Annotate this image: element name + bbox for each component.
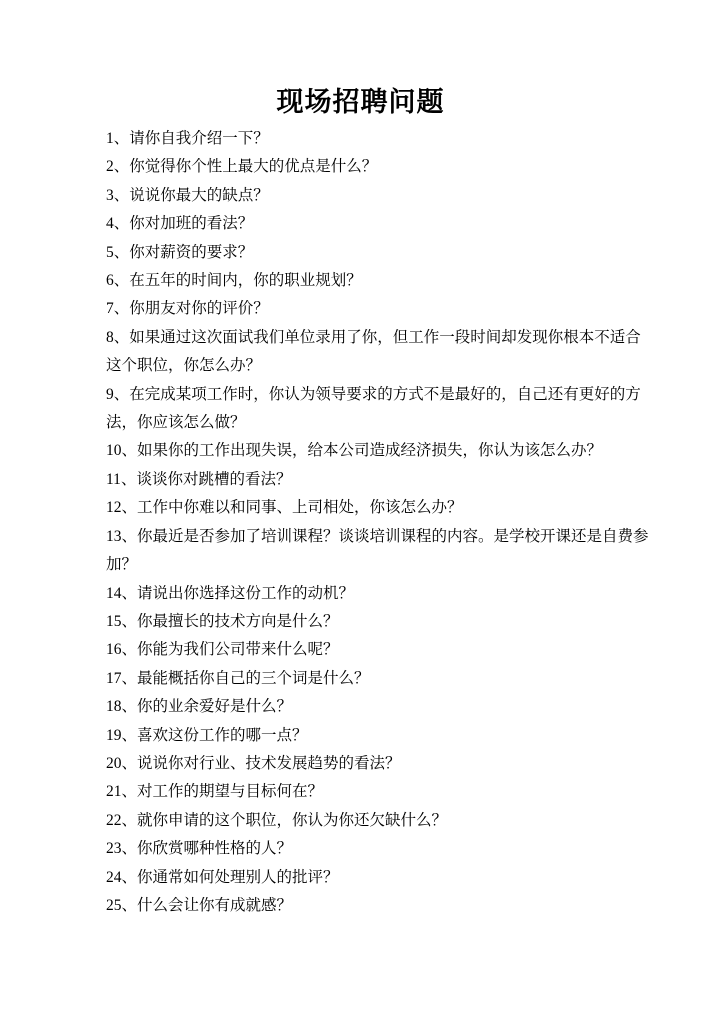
question-separator: 、: [113, 328, 130, 346]
question-separator: 、: [121, 811, 138, 829]
question-text: 说说你对行业、技术发展趋势的看法？: [137, 754, 401, 772]
question-item: [106, 693, 651, 721]
document-title: 现场招聘问题: [276, 87, 445, 117]
question-text: 你最擅长的技术方向是什么？: [137, 612, 339, 630]
question-separator: 、: [113, 272, 130, 290]
question-number: 20: [106, 754, 122, 772]
question-separator: 、: [121, 527, 138, 545]
question-item: [106, 153, 651, 181]
question-number: 11: [106, 470, 121, 488]
question-number: 22: [106, 811, 122, 829]
question-text: 如果通过这次面试我们单位录用了你，但工作一段时间却发现你根本不适合这个职位，你怎么办？: [106, 328, 641, 375]
question-text: 你朋友对你的评价？: [129, 300, 269, 318]
question-item: [106, 864, 651, 892]
question-item: [106, 807, 651, 835]
question-text: 在完成某项工作时，你认为领导要求的方式不是最好的，自己还有更好的方法，你应该怎么做？: [106, 385, 641, 432]
question-number: 8: [106, 328, 114, 346]
question-separator: 、: [121, 641, 138, 659]
question-text: 谈谈你对跳槽的看法？: [136, 470, 292, 488]
question-item: [106, 523, 651, 580]
question-number: 13: [106, 527, 122, 545]
question-number: 3: [106, 186, 114, 204]
question-separator: 、: [121, 612, 138, 630]
question-text: 你欣赏哪种性格的人？: [137, 840, 293, 858]
question-item: [106, 381, 651, 438]
question-text: 对工作的期望与目标何在？: [137, 783, 324, 801]
question-number: 25: [106, 896, 122, 914]
question-item: [106, 580, 651, 608]
question-separator: 、: [120, 470, 137, 488]
question-item: [106, 295, 651, 323]
question-number: 14: [106, 584, 122, 602]
question-text: 你觉得你个性上最大的优点是什么？: [129, 158, 378, 176]
question-separator: 、: [113, 300, 130, 318]
question-item: [106, 324, 651, 381]
question-number: 16: [106, 641, 122, 659]
question-item: [106, 437, 651, 465]
question-separator: 、: [121, 840, 138, 858]
question-item: [106, 466, 651, 494]
question-text: 喜欢这份工作的哪一点？: [137, 726, 308, 744]
question-separator: 、: [121, 896, 138, 914]
question-separator: 、: [121, 442, 138, 460]
question-number: 24: [106, 868, 122, 886]
question-number: 9: [106, 385, 114, 403]
question-separator: 、: [113, 243, 130, 261]
question-text: 你对加班的看法？: [129, 215, 254, 233]
question-separator: 、: [113, 158, 130, 176]
question-number: 23: [106, 840, 122, 858]
question-item: [106, 778, 651, 806]
question-number: 4: [106, 215, 114, 233]
question-item: [106, 636, 651, 664]
question-text: 说说你最大的缺点？: [129, 186, 269, 204]
question-number: 5: [106, 243, 114, 261]
question-item: [106, 494, 651, 522]
question-number: 1: [106, 130, 114, 147]
question-number: 19: [106, 726, 122, 744]
question-item: [106, 210, 651, 238]
question-text: 你最近是否参加了培训课程？谈谈培训课程的内容。是学校开课还是自费参加？: [106, 527, 649, 574]
question-list: [106, 125, 651, 920]
question-separator: 、: [121, 698, 138, 716]
question-separator: 、: [113, 215, 130, 233]
question-number: 6: [106, 272, 114, 290]
question-number: 21: [106, 783, 122, 801]
question-number: 2: [106, 158, 114, 176]
question-number: 12: [106, 499, 122, 517]
question-text: 什么会让你有成就感？: [137, 896, 293, 914]
question-separator: 、: [121, 783, 138, 801]
question-item: [106, 835, 651, 863]
question-text: 请你自我介绍一下？: [129, 130, 269, 147]
question-item: [106, 665, 651, 693]
question-separator: 、: [113, 385, 130, 403]
question-number: 7: [106, 300, 114, 318]
question-text: 工作中你难以和同事、上司相处，你该怎么办？: [137, 499, 463, 517]
question-text: 就你申请的这个职位，你认为你还欠缺什么？: [137, 811, 448, 829]
question-separator: 、: [121, 868, 138, 886]
question-item: [106, 608, 651, 636]
question-separator: 、: [121, 499, 138, 517]
question-number: 15: [106, 612, 122, 630]
question-item: [106, 125, 651, 153]
question-text: 你对薪资的要求？: [129, 243, 254, 261]
question-separator: 、: [121, 726, 138, 744]
question-text: 在五年的时间内，你的职业规划？: [129, 272, 362, 290]
question-text: 如果你的工作出现失误，给本公司造成经济损失，你认为该怎么办？: [137, 442, 603, 460]
question-number: 18: [106, 698, 122, 716]
question-separator: 、: [121, 584, 138, 602]
question-separator: 、: [113, 186, 130, 204]
question-text: 你的业余爱好是什么？: [137, 698, 293, 716]
question-item: [106, 182, 651, 210]
question-item: [106, 722, 651, 750]
question-number: 17: [106, 669, 122, 687]
question-separator: 、: [121, 754, 138, 772]
question-number: 10: [106, 442, 122, 460]
question-text: 你通常如何处理别人的批评？: [137, 868, 339, 886]
question-item: [106, 267, 651, 295]
question-text: 最能概括你自己的三个词是什么？: [137, 669, 370, 687]
question-separator: 、: [121, 669, 138, 687]
question-text: 你能为我们公司带来什么呢？: [137, 641, 339, 659]
question-item: [106, 239, 651, 267]
question-separator: 、: [113, 130, 130, 147]
question-text: 请说出你选择这份工作的动机？: [137, 584, 355, 602]
question-item: [106, 750, 651, 778]
question-item: [106, 892, 651, 920]
